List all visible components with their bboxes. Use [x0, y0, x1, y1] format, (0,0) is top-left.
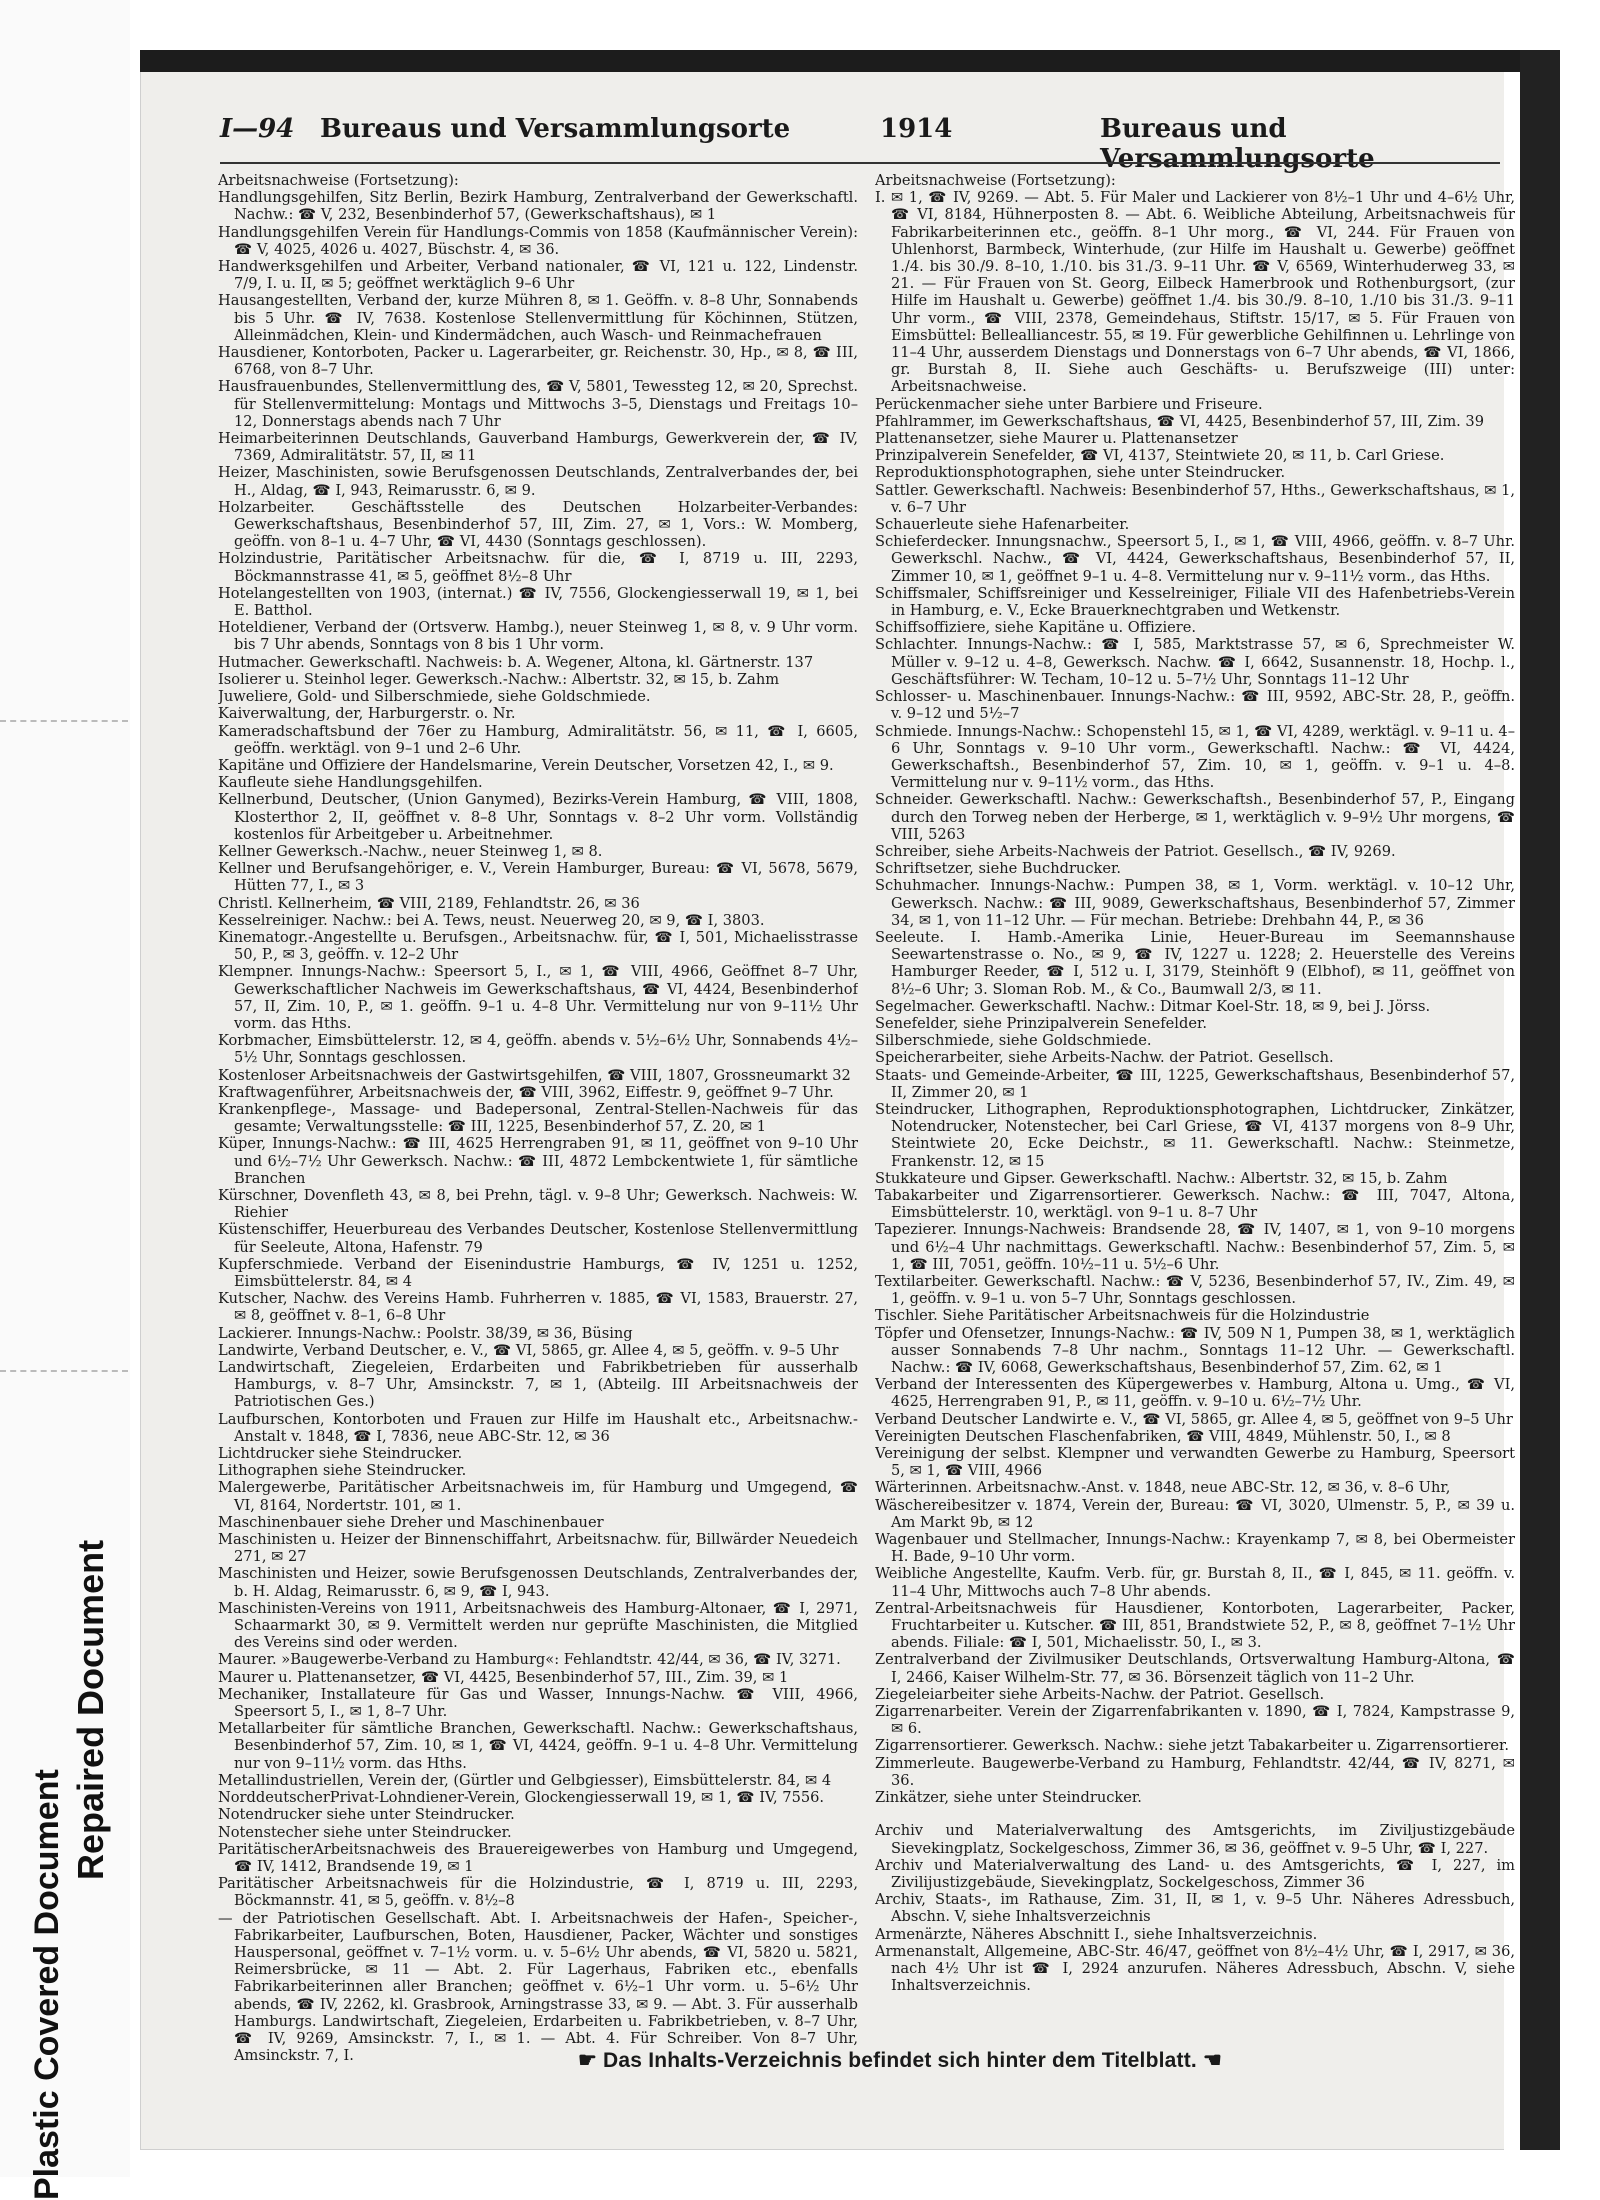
directory-entry: Pfahlrammer, im Gewerkschaftshaus, ☎ VI, 4425, Besenbinderhof 57, III, Zim. 39 — [875, 412, 1485, 430]
directory-entry: Kostenloser Arbeitsnachweis der Gastwirtsgehilfen, ☎ VIII, 1807, Grossneumarkt 32 — [218, 1066, 851, 1084]
directory-entry: Metallindustriellen, Verein der, (Gürtler und Gelbgiesser), Eimsbüttelerstr. 84, ✉ 4 — [218, 1771, 832, 1789]
directory-entry: Schneider. Gewerkschaftl. Nachw.: Gewerkschaftsh., Besenbinderhof 57, P., Eingang durch den Torweg neben der Herberge, ✉ 1, werktäglich v. 9–9½ Uhr morgens, ☎ VIII, 5263 — [875, 791, 1515, 843]
header-left-title: Bureaus und Versammlungsorte — [320, 114, 791, 144]
directory-entry: Maschinisten und Heizer, sowie Berufsgenossen Deutschlands, Zentralverbandes der, b. H. Aldag, Reimarusstr. 6, ✉ 9, ☎ I, 943. — [218, 1565, 858, 1600]
directory-entry: Schiffsoffiziere, siehe Kapitäne u. Offiziere. — [875, 619, 1197, 637]
directory-entry: Seeleute. I. Hamb.-Amerika Linie, Heuer-Bureau im Seemannshause Seewartenstrasse o. No., ✉ 9, ☎ IV, 1227 u. 1228; 2. Heuerstelle des Vereins Hamburger Reeder, ☎ I, 512 u. I, 3179, Steinhöft 9 (Elbhof), ✉ 11, geöffnet von 8½–6 Uhr; 3. Sloman Rob. M., & Co., Baumwall 2/3, ✉ 11. — [875, 928, 1515, 998]
page-edge-right — [1520, 50, 1560, 2150]
directory-entry: Zentral-Arbeitsnachweis für Hausdiener, Kontorboten, Lagerarbeiter, Packer, Fruchtarbeiter u. Kutscher. ☎ III, 851, Brandstwiete 52, P., ✉ 8, geöffnet 7–1½ Uhr abends. Filiale: ☎ I, 501, Michaelisstr. 50, I., ✉ 3. — [875, 1599, 1515, 1652]
directory-entry: Kupferschmiede. Verband der Eisenindustrie Hamburgs, ☎ IV, 1251 u. 1252, Eimsbüttelerstr. 84, ✉ 4 — [218, 1255, 858, 1290]
directory-entry: Steindrucker, Lithographen, Reproduktionsphotographen, Lichtdrucker, Zinkätzer, Notendrucker, Notenstecher, bei Carl Griese, ☎ VI, 4137 morgens von 8–9 Uhr, Steintwiete 20, Ecke Deichstr., ✉ 11. Gewerkschaftl. Nachw.: Steinmetze, Frankenstr. 12, ✉ 15 — [875, 1100, 1515, 1170]
directory-entry: Paritätischer Arbeitsnachweis für die Holzindustrie, ☎ I, 8719 u. III, 2293, Böckmannstr. 41, ✉ 5, geöffn. v. 8½–8 — [218, 1875, 858, 1910]
directory-entry: Hoteldiener, Verband der (Ortsverw. Hambg.), neuer Steinweg 1, ✉ 8, v. 9 Uhr vorm. bis 7 Uhr abends, Sonntags von 8 bis 1 Uhr vorm. — [218, 619, 858, 654]
directory-entry: Tabakarbeiter und Zigarrensortierer. Gewerksch. Nachw.: ☎ III, 7047, Altona, Eimsbüttelerstr. 10, werktägl. von 9–1 u. 8–7 Uhr — [875, 1186, 1515, 1222]
directory-entry: Segelmacher. Gewerkschaftl. Nachw.: Ditmar Koel-Str. 18, ✉ 9, bei J. Jörss. — [875, 997, 1431, 1015]
directory-entry: Kameradschaftsbund der 76er zu Hamburg, Admiralitätstr. 56, ✉ 11, ☎ I, 6605, geöffn. werktägl. von 9–1 und 2–6 Uhr. — [218, 722, 858, 757]
directory-entry: Handwerksgehilfen und Arbeiter, Verband nationaler, ☎ VI, 121 u. 122, Lindenstr. 7/9, I. u. II, ✉ 5; geöffnet werktäglich 9–6 Uhr — [218, 258, 858, 293]
section-heading: Arbeitsnachweise (Fortsetzung): — [218, 172, 459, 189]
directory-entry: Zigarrensortierer. Gewerksch. Nachw.: siehe jetzt Tabakarbeiter u. Zigarrensortierer. — [875, 1737, 1509, 1755]
directory-entry: Tapezierer. Innungs-Nachweis: Brandsende 28, ☎ IV, 1407, ✉ 1, von 9–10 morgens und 6½–4 Uhr nachmittags. Gewerkschaftl. Nachw.: Besenbinderhof 57, Zim. 5, ✉ 1, ☎ III, 7051, geöffn. 10½–11 u. 5½–6 Uhr. — [875, 1221, 1515, 1273]
directory-entry: Maschinenbauer siehe Dreher und Maschinenbauer — [218, 1513, 604, 1531]
pointing-hand-icon-right: ☚ — [1196, 2049, 1223, 2072]
directory-entry: Notenstecher siehe unter Steindrucker. — [218, 1823, 512, 1841]
directory-entry: Holzindustrie, Paritätischer Arbeitsnachw. für die, ☎ I, 8719 u. III, 2293, Böckmannstrasse 41, ✉ 5, geöffnet 8½–8 Uhr — [218, 550, 858, 585]
directory-entry: Archiv und Materialverwaltung des Land- u. des Amtsgerichts, ☎ I, 227, im Zivilijustizgebäude, Sievekingplatz, Sockelgeschoss, Zimmer 36 — [875, 1856, 1515, 1891]
directory-entry: Handlungsgehilfen Verein für Handlungs-Commis von 1858 (Kaufmännischer Verein): ☎ V, 4025, 4026 u. 4027, Büschstr. 4, ✉ 36. — [218, 223, 858, 258]
repaired-document-label: Repaired Document — [70, 1539, 111, 1880]
directory-entry: Kellner Gewerksch.-Nachw., neuer Steinweg 1, ✉ 8. — [218, 842, 603, 860]
directory-entry: Kellner und Berufsangehöriger, e. V., Verein Hamburger, Bureau: ☎ VI, 5678, 5679, Hütten 77, I., ✉ 3 — [218, 860, 858, 895]
column-gap — [875, 1806, 1515, 1822]
directory-entry: Kraftwagenführer, Arbeitsnachweis der, ☎ VIII, 3962, Eiffestr. 9, geöffnet 9–7 Uhr. — [218, 1083, 834, 1101]
directory-entry: Kesselreiniger. Nachw.: bei A. Tews, neust. Neuerweg 20, ✉ 9, ☎ I, 3803. — [218, 911, 765, 929]
directory-entry: Kellnerbund, Deutscher, (Union Ganymed), Bezirks-Verein Hamburg, ☎ VIII, 1808, Klosterthor 2, II, geöffnet v. 8–8 Uhr, Sonntags v. 8–2 Uhr vorm. Vollständig kostenlos für Arbeitgeber u. Arbeitnehmer. — [218, 791, 858, 843]
page-header — [220, 114, 1500, 174]
directory-entry: Sattler. Gewerkschaftl. Nachweis: Besenbinderhof 57, Hths., Gewerkschaftshaus, ✉ 1, v. 6–7 Uhr — [875, 481, 1515, 516]
page-edge-top — [140, 50, 1560, 72]
directory-entry: Maschinisten u. Heizer der Binnenschiffahrt, Arbeitsnachw. für, Billwärder Neuedeich 271, ✉ 27 — [218, 1531, 858, 1566]
directory-entry: Lichtdrucker siehe Steindrucker. — [218, 1445, 463, 1463]
directory-entry: Archiv, Staats-, im Rathause, Zim. 31, II, ✉ 1, v. 9–5 Uhr. Näheres Adressbuch, Abschn. V, siehe Inhaltsverzeichnis — [875, 1891, 1515, 1926]
directory-entry: Mechaniker, Installateure für Gas und Wasser, Innungs-Nachw. ☎ VIII, 4966, Speersort 5, I., ✉ 1, 8–7 Uhr. — [218, 1685, 858, 1721]
directory-entry: Zentralverband der Zivilmusiker Deutschlands, Ortsverwaltung Hamburg-Altona, ☎ I, 2466, Kaiser Wilhelm-Str. 77, ✉ 36. Börsenzeit täglich von 11–2 Uhr. — [875, 1651, 1515, 1686]
document-page — [140, 50, 1560, 2150]
directory-entry: Landwirte, Verband Deutscher, e. V., ☎ VI, 5865, gr. Allee 4, ✉ 5, geöffn. v. 9–5 Uhr — [218, 1341, 839, 1359]
directory-entry: Hausfrauenbundes, Stellenvermittlung des, ☎ V, 5801, Tewessteg 12, ✉ 20, Sprechst. für Stellenvermittelung: Montags und Mittwochs 3–5, Dienstags und Freitags 10–12, Donnerstags abends nach 7 Uhr — [218, 378, 858, 430]
directory-entry: Weibliche Angestellte, Kaufm. Verb. für, gr. Burstah 8, II., ☎ I, 845, ✉ 11. geöffn. v. 11–4 Uhr, Mittwochs auch 7–8 Uhr abends. — [875, 1565, 1515, 1600]
directory-entry: Wagenbauer und Stellmacher, Innungs-Nachw.: Krayenkamp 7, ✉ 8, bei Obermeister H. Bade, 9–10 Uhr vorm. — [875, 1531, 1515, 1566]
directory-entry: Laufburschen, Kontorboten und Frauen zur Hilfe im Haushalt etc., Arbeitsnachw.-Anstalt v. 1848, ☎ I, 7836, neue ABC-Str. 12, ✉ 36 — [218, 1410, 858, 1445]
directory-entry: Heizer, Maschinisten, sowie Berufsgenossen Deutschlands, Zentralverbandes der, bei H., Aldag, ☎ I, 943, Reimarusstr. 6, ✉ 9. — [218, 464, 858, 499]
directory-entry: Maschinisten-Vereins von 1911, Arbeitsnachweis des Hamburg-Altonaer, ☎ I, 2971, Schaarmarkt 30, ✉ 9. Vermittelt werden nur geprüfte Maschinisten, die Mitglied des Vereins sind oder werden. — [218, 1599, 858, 1652]
directory-entry: Christl. Kellnerheim, ☎ VIII, 2189, Fehlandtstr. 26, ✉ 36 — [218, 894, 640, 912]
directory-entry: Plattenansetzer, siehe Maurer u. Plattenansetzer — [875, 430, 1238, 448]
directory-entry: Prinzipalverein Senefelder, ☎ VI, 4137, Steintwiete 20, ✉ 11, b. Carl Griese. — [875, 447, 1445, 465]
directory-entry: — der Patriotischen Gesellschaft. Abt. I. Arbeitsnachweis der Hafen-, Speicher-, Fabrikarbeiter, Laufburschen, Boten, Hausdiener, Packer, Wächter und sonstiges Hauspersonal, geöffnet v. 7–1½ vorm. u. v. 5–6½ Uhr abends, ☎ VI, 5820 u. 5821, Reimersbrücke, ✉ 11 — Abt. 2. Für Lagerhaus, Fabriken etc., ebenfalls Fabrikarbeiterinnen aller Branchen; geöffnet v. 6½–1 Uhr vorm. u. 5–6½ Uhr abends, ☎ IV, 2262, kl. Grasbrook, Arningstrasse 33, ✉ 9. — Abt. 3. Für ausserhalb Hamburgs. Landwirtschaft, Ziegeleien, Erdarbeiten u. Fabrikbetrieben, v. 8–7 Uhr, ☎ IV, 9269, Amsinckstr. 7, I., ✉ 1. — Abt. 4. Für Schreiber. Von 8–7 Uhr, Amsinckstr. 7, I. — [218, 1909, 858, 2065]
directory-entry: Isolierer u. Steinhol leger. Gewerksch.-Nachw.: Albertstr. 32, ✉ 15, b. Zahm — [218, 670, 780, 688]
directory-entry: Wäschereibesitzer v. 1874, Verein der, Bureau: ☎ VI, 3020, Ulmenstr. 5, P., ✉ 39 u. Am Markt 9b, ✉ 12 — [875, 1496, 1515, 1531]
directory-entry: Krankenpflege-, Massage- und Badepersonal, Zentral-Stellen-Nachweis für das gesamte; Verwaltungsstelle: ☎ III, 1225, Besenbinderhof 57, Z. 20, ✉ 1 — [218, 1100, 858, 1136]
directory-entry: Schriftsetzer, siehe Buchdrucker. — [875, 860, 1121, 878]
directory-entry: Maurer. »Baugewerbe-Verband zu Hamburg«: Fehlandtstr. 42/44, ✉ 36, ☎ IV, 3271. — [218, 1651, 841, 1669]
right-column — [875, 172, 1515, 2072]
directory-entry: Holzarbeiter. Geschäftsstelle des Deutschen Holzarbeiter-Verbandes: Gewerkschaftshaus, Besenbinderhof 57, III, Zim. 27, ✉ 1, Vors.: W. Momberg, geöffn. von 8–1 u. 4–7 Uhr, ☎ VI, 4430 (Sonntags geschlossen). — [218, 498, 858, 551]
directory-entry: Armenanstalt, Allgemeine, ABC-Str. 46/47, geöffnet von 8½–4½ Uhr, ☎ I, 2917, ✉ 36, nach 4½ Uhr ist ☎ I, 2924 anzurufen. Näheres Adressbuch, Abschn. V, siehe Inhaltsverzeichnis. — [875, 1942, 1515, 1995]
directory-entry: Lithographen siehe Steindrucker. — [218, 1462, 467, 1480]
directory-entry: Küper, Innungs-Nachw.: ☎ III, 4625 Herrengraben 91, ✉ 11, geöffnet von 9–10 Uhr und 6½–7½ Uhr Gewerksch. Nachw.: ☎ III, 4872 Lembckentwiete 1, für sämtliche Branchen — [218, 1135, 858, 1187]
directory-entry: Malergewerbe, Paritätischer Arbeitsnachweis im, für Hamburg und Umgegend, ☎ VI, 8164, Nordertstr. 101, ✉ 1. — [218, 1479, 858, 1514]
directory-entry: Schieferdecker. Innungsnachw., Speersort 5, I., ✉ 1, ☎ VIII, 4966, geöffn. v. 8–7 Uhr. Gewerkschl. Nachw., ☎ VI, 4424, Gewerkschaftshaus, Besenbinderhof 57, II, Zimmer 10, ✉ 1, geöffnet 9–1 u. 4–8. Vermittelung nur v. 9–11½ vorm., das Hths. — [875, 533, 1515, 585]
footer-text: Das Inhalts-Verzeichnis befindet sich hinter dem Titelblatt. — [603, 2049, 1197, 2072]
directory-entry: Lackierer. Innungs-Nachw.: Poolstr. 38/39, ✉ 36, Büsing — [218, 1324, 633, 1342]
directory-entry: Vereinigung der selbst. Klempner und verwandten Gewerbe zu Hamburg, Speersort 5, ✉ 1, ☎ VIII, 4966 — [875, 1445, 1515, 1480]
directory-entry: Speicherarbeiter, siehe Arbeits-Nachw. der Patriot. Gesellsch. — [875, 1049, 1334, 1067]
directory-entry: Maurer u. Plattenansetzer, ☎ VI, 4425, Besenbinderhof 57, III., Zim. 39, ✉ 1 — [218, 1668, 789, 1686]
directory-entry: Vereinigten Deutschen Flaschenfabriken, ☎ VIII, 4849, Mühlenstr. 50, I., ✉ 8 — [875, 1427, 1451, 1445]
left-column — [218, 172, 858, 2072]
directory-entry: Notendrucker siehe unter Steindrucker. — [218, 1806, 515, 1824]
directory-entry: Verband der Interessenten des Küpergewerbes v. Hamburg, Altona u. Umg., ☎ VI, 4625, Herrengraben 91, P., ✉ 11, geöffn. v. 9–10 u. 6½–7½ Uhr. — [875, 1376, 1515, 1411]
directory-entry: Kutscher, Nachw. des Vereins Hamb. Fuhrherren v. 1885, ☎ VI, 1583, Brauerstr. 27, ✉ 8, geöffnet v. 8–1, 6–8 Uhr — [218, 1290, 858, 1325]
directory-entry: Archiv und Materialverwaltung des Amtsgerichts, im Ziviljustizgebäude Sievekingplatz, Sockelgeschoss, Zimmer 36, ✉ 36, geöffnet v. 9–5 Uhr, ☎ I, 227. — [875, 1822, 1515, 1857]
directory-entry: Handlungsgehilfen, Sitz Berlin, Bezirk Hamburg, Zentralverband der Gewerkschaftl. Nachw.: ☎ V, 232, Besenbinderhof 57, (Gewerkschaftshaus), ✉ 1 — [218, 189, 858, 224]
plastic-covered-label: Plastic Covered Document — [28, 1769, 66, 2200]
directory-entry: ParitätischerArbeitsnachweis des Brauereigewerbes von Hamburg und Umgegend, ☎ IV, 1412, Brandsende 19, ✉ 1 — [218, 1840, 858, 1875]
directory-entry: Hotelangestellten von 1903, (internat.) ☎ IV, 7556, Glockengiesserwall 19, ✉ 1, bei E. Batthol. — [218, 584, 858, 620]
header-rule — [220, 162, 1500, 164]
directory-entry: Kaiverwaltung, der, Harburgerstr. o. Nr. — [218, 705, 516, 723]
directory-entry: Textilarbeiter. Gewerkschaftl. Nachw.: ☎ V, 5236, Besenbinderhof 57, IV., Zim. 49, ✉ 1, geöffn. v. 9–1 u. von 5–7 Uhr, Sonntags geschlossen. — [875, 1273, 1515, 1308]
directory-entry: Schuhmacher. Innungs-Nachw.: Pumpen 38, ✉ 1, Vorm. werktägl. v. 10–12 Uhr, Gewerksch. Nachw.: ☎ III, 9089, Gewerkschaftshaus, Besenbinderhof 57, Zimmer 34, ✉ 1, von 11–12 Uhr. — Für mechan. Betriebe: Drehbahn 44, P., ✉ 36 — [875, 877, 1515, 929]
directory-entry: Töpfer und Ofensetzer, Innungs-Nachw.: ☎ IV, 509 N 1, Pumpen 38, ✉ 1, werktäglich ausser Sonnabends 7–8 Uhr nachm., Sonntags 11–12 Uhr. — Gewerkschaftl. Nachw.: ☎ IV, 6068, Gewerkschaftshaus, Besenbinderhof 57, Zim. 62, ✉ 1 — [875, 1324, 1515, 1377]
header-year: 1914 — [880, 114, 953, 144]
directory-entry: Schlosser- u. Maschinenbauer. Innungs-Nachw.: ☎ III, 9592, ABC-Str. 28, P., geöffn. v. 9–12 und 5½–7 — [875, 688, 1515, 723]
section-heading: Arbeitsnachweise (Fortsetzung): — [875, 172, 1116, 189]
directory-entry: I. ✉ 1, ☎ IV, 9269. — Abt. 5. Für Maler und Lackierer von 8½–1 Uhr und 4–6½ Uhr, ☎ VI, 8184, Hühnerposten 8. — Abt. 6. Weibliche Abteilung, Arbeitsnachweis für Fabrikarbeiterinnen etc., geöffn. 8–1 Uhr morg., ☎ VI, 244. Für Frauen von Uhlenhorst, Barmbeck, Winterhude, (zur Hilfe im Haushalt u. Gewerbe) geöffnet 1./4. bis 30./9. 8–10, 1./10. bis 31./3. 9–11 Uhr. ☎ V, 6569, Winterhuderweg 33, ✉ 21. — Für Frauen von St. Georg, Eilbeck Hamerbrook und Rothenburgsort, (zur Hilfe im Haushalt u. Gewerbe) geöffnet 1./4. bis 30./9. 8–10, 1./10 bis 31./3. 9–11 Uhr vorm., ☎ VIII, 2378, Gemeindehaus, Stiftstr. 15/17, ✉ 5. Für Frauen von Eimsbüttel: Bellealliancestr. 55, ✉ 19. Für gewerbliche Gehilfinnen u. Lehrlinge von 11–4 Uhr, ausserdem Dienstags und Donnerstags von 6–7 Uhr abends, ☎ VI, 1866, gr. Burstah 8, II. Siehe auch Geschäfts- u. Berufszweige (III) unter: Arbeitsnachweise. — [875, 189, 1515, 396]
directory-entry: Reproduktionsphotographen, siehe unter Steindrucker. — [875, 464, 1286, 482]
directory-entry: Korbmacher, Eimsbüttelerstr. 12, ✉ 4, geöffn. abends v. 5½–6½ Uhr, Sonnabends 4½–5½ Uhr, Sonntags geschlossen. — [218, 1032, 858, 1067]
header-right-title: Bureaus und Versammlungsorte — [1100, 114, 1375, 174]
directory-entry: Metallarbeiter für sämtliche Branchen, Gewerkschaftl. Nachw.: Gewerkschaftshaus, Besenbinderhof 57, Zim. 10, ✉ 1, ☎ VI, 4424, geöffn. 9–1 u. 4–8 Uhr. Vermittelung nur von 9–11½ vorm. das Hths. — [218, 1720, 858, 1772]
directory-entry: Schlachter. Innungs-Nachw.: ☎ I, 585, Marktstrasse 57, ✉ 6, Sprechmeister W. Müller v. 9–12 u. 4–8, Gewerksch. Nachw. ☎ I, 6642, Susannenstr. 18, Hochp. l., Geschäftsführer: W. Techam, 10–12 u. 5–7½ Uhr, Sonntags 11–12 Uhr — [875, 636, 1515, 688]
directory-entry: Juweliere, Gold- und Silberschmiede, siehe Goldschmiede. — [218, 688, 651, 706]
directory-entry: Stukkateure und Gipser. Gewerkschaftl. Nachw.: Albertstr. 32, ✉ 15, b. Zahm — [875, 1169, 1448, 1187]
directory-entry: Zigarrenarbeiter. Verein der Zigarrenfabrikanten v. 1890, ☎ I, 7824, Kampstrasse 9, ✉ 6. — [875, 1703, 1515, 1738]
directory-entry: Hausangestellten, Verband der, kurze Mühren 8, ✉ 1. Geöffn. v. 8–8 Uhr, Sonnabends bis 5 Uhr. ☎ IV, 7638. Kostenlose Stellenvermittlung für Köchinnen, Stützen, Alleinmädchen, Klein- und Kindermädchen, auch Wasch- und Reinmachefrauen — [218, 292, 858, 344]
directory-entry: Kürschner, Dovenfleth 43, ✉ 8, bei Prehn, tägl. v. 9–8 Uhr; Gewerksch. Nachweis: W. Riehier — [218, 1186, 858, 1222]
page-number: I—94 — [220, 114, 295, 144]
directory-entry: Perückenmacher siehe unter Barbiere und Friseure. — [875, 395, 1263, 413]
directory-entry: Heimarbeiterinnen Deutschlands, Gauverband Hamburgs, Gewerkverein der, ☎ IV, 7369, Admiralitätstr. 57, II, ✉ 11 — [218, 430, 858, 465]
directory-entry: Klempner. Innungs-Nachw.: Speersort 5, I., ✉ 1, ☎ VIII, 4966, Geöffnet 8–7 Uhr, Gewerkschaftlicher Nachweis im Gewerkschaftshaus, ☎ VI, 4424, Besenbinderhof 57, II, Zim. 10, P., ✉ 1. geöffn. 9–1 u. 4–8 Uhr. Vermittelung nur von 9–11½ Uhr vorm. das Hths. — [218, 963, 858, 1032]
directory-entry: Küstenschiffer, Heuerbureau des Verbandes Deutscher, Kostenlose Stellenvermittlung für Seeleute, Altona, Hafenstr. 79 — [218, 1221, 858, 1256]
directory-entry: Schauerleute siehe Hafenarbeiter. — [875, 516, 1130, 534]
directory-entry: Silberschmiede, siehe Goldschmiede. — [875, 1032, 1152, 1050]
directory-entry: Schmiede. Innungs-Nachw.: Schopenstehl 15, ✉ 1, ☎ VI, 4289, werktägl. v. 9–11 u. 4–6 Uhr, Sonntags v. 9–10 Uhr vorm., Gewerkschaftl. Nachw.: ☎ VI, 4424, Gewerkschaftsh., Besenbinderhof 57, Zim. 10, ✉ 1, geöffn. v. 9–1 u. 4–8. Vermittelung nur v. 9–11½ vorm., das Hths. — [875, 722, 1515, 792]
directory-entry: Zinkätzer, siehe unter Steindrucker. — [875, 1789, 1142, 1807]
directory-entry: Hutmacher. Gewerkschaftl. Nachweis: b. A. Wegener, Altona, kl. Gärtnerstr. 137 — [218, 653, 814, 671]
directory-entry: Tischler. Siehe Paritätischer Arbeitsnachweis für die Holzindustrie — [875, 1307, 1370, 1325]
directory-entry: Verband Deutscher Landwirte e. V., ☎ VI, 5865, gr. Allee 4, ✉ 5, geöffnet von 9–5 Uhr — [875, 1410, 1513, 1428]
pointing-hand-icon: ☛ — [577, 2049, 604, 2072]
directory-entry: Zimmerleute. Baugewerbe-Verband zu Hamburg, Fehlandtstr. 42/44, ☎ IV, 8271, ✉ 36. — [875, 1754, 1515, 1789]
directory-entry: Hausdiener, Kontorboten, Packer u. Lagerarbeiter, gr. Reichenstr. 30, Hp., ✉ 8, ☎ III, 6768, von 8–7 Uhr. — [218, 344, 858, 379]
directory-entry: NorddeutscherPrivat-Lohndiener-Verein, Glockengiesserwall 19, ✉ 1, ☎ IV, 7556. — [218, 1789, 825, 1807]
directory-entry: Schiffsmaler, Schiffsreiniger und Kesselreiniger, Filiale VII des Hafenbetriebs-Verein in Hamburg, e. V., Ecke Brauerknechtgraben und Wetkenstr. — [875, 584, 1515, 620]
directory-entry: Senefelder, siehe Prinzipalverein Senefelder. — [875, 1014, 1207, 1032]
directory-entry: Armenärzte, Näheres Abschnitt I., siehe Inhaltsverzeichnis. — [875, 1925, 1318, 1943]
directory-entry: Staats- und Gemeinde-Arbeiter, ☎ III, 1225, Gewerkschaftshaus, Besenbinderhof 57, II, Zimmer 20, ✉ 1 — [875, 1066, 1515, 1101]
directory-entry: Landwirtschaft, Ziegeleien, Erdarbeiten und Fabrikbetrieben für ausserhalb Hamburgs, v. 8–7 Uhr, Amsinckstr. 7, ✉ 1, (Abteilg. III Arbeitsnachweis der Patriotischen Ges.) — [218, 1359, 858, 1411]
directory-entry: Kapitäne und Offiziere der Handelsmarine, Verein Deutscher, Vorsetzen 42, I., ✉ 9. — [218, 756, 834, 774]
side-labels — [0, 690, 120, 2200]
directory-entry: Schreiber, siehe Arbeits-Nachweis der Patriot. Gesellsch., ☎ IV, 9269. — [875, 842, 1396, 860]
directory-entry: Ziegeleiarbeiter siehe Arbeits-Nachw. der Patriot. Gesellsch. — [875, 1685, 1325, 1703]
directory-entry: Kaufleute siehe Handlungsgehilfen. — [218, 774, 483, 792]
footer-note — [460, 2048, 1340, 2073]
directory-entry: Kinematogr.-Angestellte u. Berufsgen., Arbeitsnachw. für, ☎ I, 501, Michaelisstrasse 50, P., ✉ 3, geöffn. v. 12–2 Uhr — [218, 928, 858, 964]
directory-entry: Wärterinnen. Arbeitsnachw.-Anst. v. 1848, neue ABC-Str. 12, ✉ 36, v. 8–6 Uhr, — [875, 1479, 1451, 1497]
